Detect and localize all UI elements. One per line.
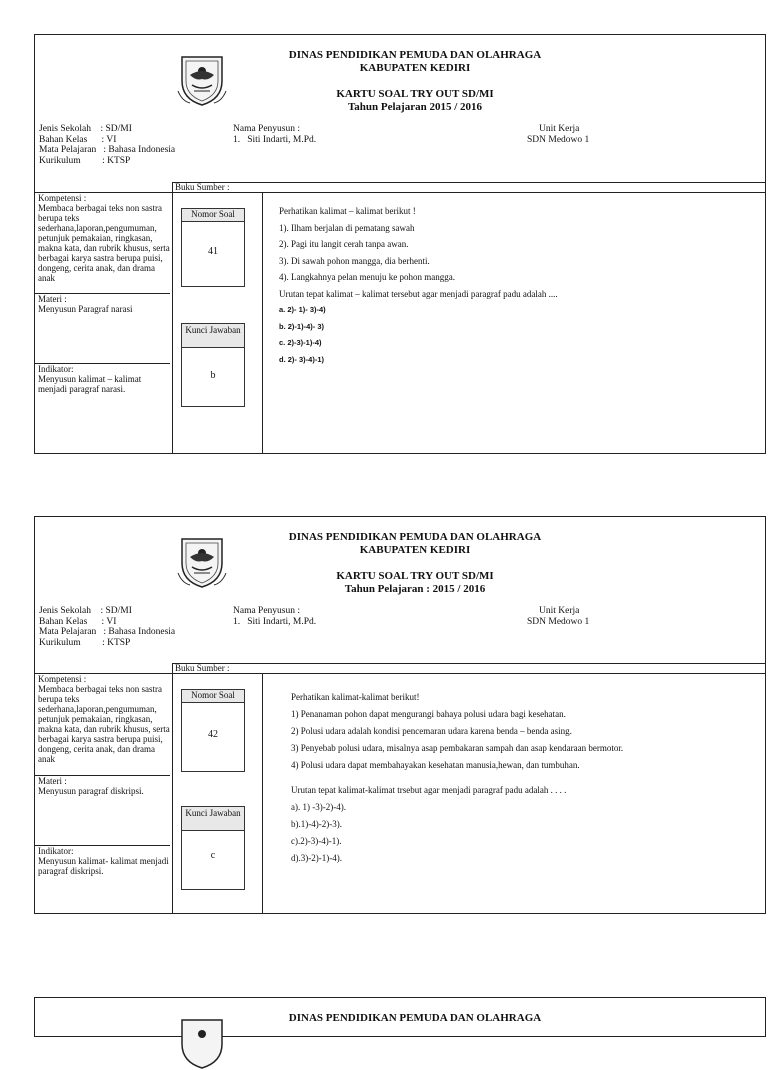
sentence-1: 1) Penanaman pohon dapat mengurangi bahaya polusi udara bagi kesehatan. — [291, 709, 566, 719]
meta-unit-value: SDN Medowo 1 — [527, 617, 590, 627]
sentence-3: 3). Di sawah pohon mangga, dia berhenti. — [279, 255, 430, 266]
kunci-jawaban-value — [181, 830, 245, 890]
question-body — [279, 203, 749, 368]
header-school-year: Tahun Pelajaran : 2015 / 2016 — [344, 583, 486, 595]
materi-text: Materi : Menyusun paragraf diskripsi. — [38, 776, 144, 796]
header-agency: DINAS PENDIDIKAN PEMUDA DAN OLAHRAGA — [288, 1012, 542, 1024]
question-intro: Perhatikan kalimat – kalimat berikut ! — [279, 206, 416, 216]
meta-unit-value: SDN Medowo 1 — [527, 135, 590, 145]
card-header — [215, 1012, 615, 1025]
indikator-text: Indikator: Menyusun kalimat- kalimat menjadi paragraf diskripsi. — [38, 846, 169, 876]
card-header — [215, 531, 615, 596]
meta-unit-label: Unit Kerja — [539, 124, 580, 134]
materi-text: Materi : Menyusun Paragraf narasi — [38, 294, 133, 314]
option-b[interactable]: b).1)-4)-2)-3). — [291, 819, 342, 829]
kunci-jawaban-label: Kunci Jawaban — [181, 323, 245, 348]
sentence-2: 2). Pagi itu langit cerah tanpa awan. — [279, 239, 409, 249]
header-region: KABUPATEN KEDIRI — [359, 62, 471, 74]
nomor-soal-label: Nomor Soal — [181, 689, 245, 703]
header-card-title: KARTU SOAL TRY OUT SD/MI — [336, 88, 494, 100]
option-b[interactable]: b. 2)-1)-4)- 3) — [279, 321, 324, 331]
sentence-3: 3) Penyebab polusi udara, misalnya asap pembakaran sampah dan asap kendaraan bermotor. — [291, 743, 624, 753]
nomor-soal-value — [181, 221, 245, 287]
question-body — [291, 689, 761, 867]
option-c[interactable]: c).2)-3)-4)-1). — [291, 836, 342, 846]
meta-school-info: Jenis Sekolah : SD/MI Bahan Kelas : VI Mata Pelajaran : Bahasa Indonesia Kurikulum : KTSP — [39, 124, 176, 166]
question-intro: Perhatikan kalimat-kalimat berikut! — [291, 692, 420, 702]
indikator-text: Indikator: Menyusun kalimat – kalimat menjadi paragraf narasi. — [38, 364, 142, 394]
meta-author: Nama Penyusun : 1. Siti Indarti, M.Pd. — [233, 124, 317, 145]
header-agency: DINAS PENDIDIKAN PEMUDA DAN OLAHRAGA — [288, 49, 542, 61]
buku-sumber-label: Buku Sumber : — [175, 663, 230, 673]
option-a[interactable]: a). 1) -3)-2)-4). — [291, 802, 346, 812]
card-header — [215, 49, 615, 114]
option-d[interactable]: d. 2)- 3)-4)-1) — [279, 354, 324, 364]
kunci-jawaban-value — [181, 347, 245, 407]
option-a[interactable]: a. 2)- 1)- 3)-4) — [279, 305, 326, 314]
kunci-jawaban-letter: b — [210, 370, 216, 381]
sentence-4: 4) Polusi udara dapat membahayakan kesehatan manusia,hewan, dan tumbuhan. — [291, 760, 580, 770]
question-prompt: Urutan tepat kalimat-kalimat trsebut agar menjadi paragraf padu adalah . . . . — [291, 785, 567, 795]
nomor-soal-number: 41 — [208, 246, 218, 257]
header-card-title: KARTU SOAL TRY OUT SD/MI — [336, 570, 494, 582]
kompetensi-text: Kompetensi : Membaca berbagai teks non sastra berupa teks sederhana,laporan,pengumuman, petunjuk pemakaian, ringkasan, makna kata, dan rubrik khusus, serta berbagai karya sastra berupa puisi, dongeng, cerita anak, dan drama anak — [38, 674, 170, 764]
buku-sumber-label: Buku Sumber : — [175, 182, 230, 192]
sentence-2: 2) Polusi udara adalah kondisi pencemaran udara karena benda – benda asing. — [291, 726, 572, 736]
header-agency: DINAS PENDIDIKAN PEMUDA DAN OLAHRAGA — [288, 531, 542, 543]
question-card-1 — [34, 34, 766, 454]
question-card-2 — [34, 516, 766, 914]
meta-unit-label: Unit Kerja — [539, 606, 580, 616]
kunci-jawaban-label: Kunci Jawaban — [181, 806, 245, 831]
sentence-1: 1). Ilham berjalan di pematang sawah — [279, 222, 415, 233]
kompetensi-text: Kompetensi : Membaca berbagai teks non sastra berupa teks sederhana,laporan,pengumuman, petunjuk pemakaian, ringkasan, makna kata, dan rubrik khusus, serta berbagai karya sastra berupa puisi, dongeng, cerita anak, dan drama anak — [38, 193, 170, 283]
option-d[interactable]: d).3)-2)-1)-4). — [291, 853, 342, 863]
header-region: KABUPATEN KEDIRI — [359, 544, 471, 556]
question-card-3 — [34, 997, 766, 1037]
header-school-year: Tahun Pelajaran 2015 / 2016 — [347, 101, 483, 113]
kunci-jawaban-letter: c — [210, 850, 216, 861]
question-prompt: Urutan tepat kalimat – kalimat tersebut agar menjadi paragraf padu adalah .... — [279, 288, 558, 299]
nomor-soal-value — [181, 702, 245, 772]
sentence-4: 4). Langkahnya pelan menuju ke pohon mangga. — [279, 272, 455, 282]
nomor-soal-number: 42 — [208, 729, 218, 740]
nomor-soal-label: Nomor Soal — [181, 208, 245, 222]
meta-school-info: Jenis Sekolah : SD/MI Bahan Kelas : VI Mata Pelajaran : Bahasa Indonesia Kurikulum : KTSP — [39, 606, 176, 648]
option-c[interactable]: c. 2)-3)-1)-4) — [279, 338, 322, 347]
meta-author: Nama Penyusun : 1. Siti Indarti, M.Pd. — [233, 606, 317, 627]
